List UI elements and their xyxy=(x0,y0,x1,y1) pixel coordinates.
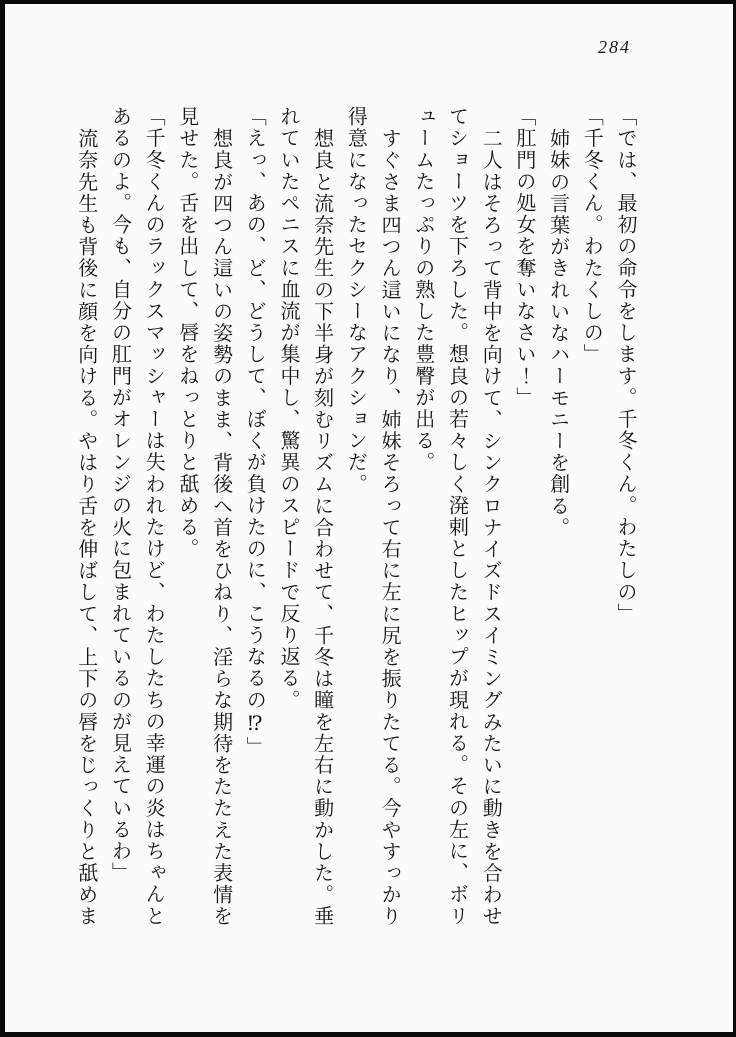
page-number: 284 xyxy=(598,37,631,57)
text-column: 「肛門の処女を奪いなさい！」 xyxy=(512,106,535,409)
text-column: 見せた。舌を出して、唇をねっとりと舐める。 xyxy=(175,106,198,560)
text-column: 想良が四つん這いの姿勢のまま、背後へ首をひねり、淫らな期待をたたえた表情を xyxy=(209,127,232,927)
text-column: てショーツを下ろした。想良の若々しく溌剌としたヒップが現れる。その左に、ボリ xyxy=(445,106,468,927)
text-column: 想良と流奈先生の下半身が刻むリズムに合わせて、千冬は瞳を左右に動かした。垂 xyxy=(310,127,333,927)
vertical-text-block xyxy=(68,106,641,931)
text-column: れていたペニスに血流が集中し、驚異のスピードで反り返る。 xyxy=(276,106,299,711)
text-column: あるのよ。今も、自分の肛門がオレンジの火に包まれているのが見えているわ」 xyxy=(108,106,131,884)
text-column: 得意になったセクシーなアクションだ。 xyxy=(344,106,367,495)
text-column: 流奈先生も背後に顔を向ける。やはり舌を伸ばして、上下の唇をじっくりと舐めま xyxy=(74,127,97,927)
text-column: 姉妹の言葉がきれいなハーモニーを創る。 xyxy=(546,127,569,538)
text-column: 二人はそろって背中を向けて、シンクロナイズドスイミングみたいに動きを合わせ xyxy=(479,127,502,927)
text-column: ュームたっぷりの熟した豊臀が出る。 xyxy=(411,106,434,474)
text-column: すぐさま四つん這いになり、姉妹そろって右に左に尻を振りたてる。今やすっかり xyxy=(378,127,401,927)
text-column: 「えっ、あの、ど、どうして、ぼくが負けたのに、こうなるの⁉」 xyxy=(243,106,266,758)
text-column: 「では、最初の命令をします。千冬くん。わたしの」 xyxy=(614,106,636,625)
text-column: 「千冬くんのラックスマッシャーは失われたけど、わたしたちの幸運の炎はちゃんと xyxy=(142,106,165,927)
text-column: 「千冬くん。わたくしの」 xyxy=(580,106,603,366)
